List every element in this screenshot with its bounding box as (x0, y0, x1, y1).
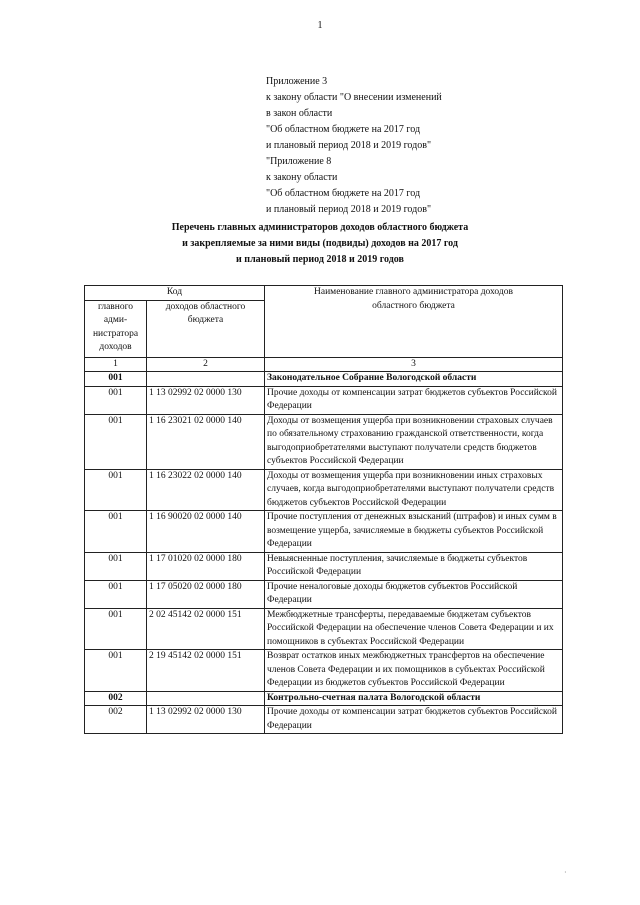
table-body (85, 372, 563, 734)
income-code-cell: 1 16 23021 02 0000 140 (147, 414, 265, 469)
description-cell: Доходы от возмещения ущерба при возникновении страховых случаев по обязательному страхованию гражданской ответственности, когда выгодоприобретателями выступают получатели средств бюджетов субъектов Российской Федерации (265, 414, 563, 469)
description-cell: Прочие поступления от денежных взысканий (штрафов) и иных сумм в возмещение ущерба, зачисляемые в бюджеты субъектов Российской Федерации (265, 511, 563, 553)
description-cell: Доходы от возмещения ущерба при возникновении иных страховых случаев, когда выгодоприобретателями выступают получатели средств бюджетов субъектов Российской Федерации (265, 469, 563, 511)
income-code-cell: 1 17 01020 02 0000 180 (147, 552, 265, 580)
admin-code-cell: 001 (85, 608, 147, 650)
title-line: и плановый период 2018 и 2019 годов (236, 254, 404, 265)
description-cell: Законодательное Собрание Вологодской области (265, 372, 563, 387)
appendix-line: "Об областном бюджете на 2017 год (266, 124, 421, 135)
description-cell: Контрольно-счетная палата Вологодской области (265, 691, 563, 706)
admin-code-cell: 001 (85, 414, 147, 469)
table-row (85, 608, 563, 650)
appendix-line: к закону области "О внесении изменений (266, 92, 442, 103)
table-row (85, 691, 563, 706)
appendix-line: к закону области (266, 172, 338, 183)
description-cell: Прочие доходы от компенсации затрат бюджетов субъектов Российской Федерации (265, 706, 563, 734)
admin-code-cell: 001 (85, 580, 147, 608)
income-code-cell: 1 13 02992 02 0000 130 (147, 386, 265, 414)
page-number: 1 (317, 20, 323, 31)
description-cell: Прочие доходы от компенсации затрат бюджетов субъектов Российской Федерации (265, 386, 563, 414)
admin-code-cell: 001 (85, 469, 147, 511)
table-row (85, 706, 563, 734)
table-row (85, 414, 563, 469)
admin-code-cell: 001 (85, 511, 147, 553)
income-code-cell: 1 13 02992 02 0000 130 (147, 706, 265, 734)
income-code-cell (147, 691, 265, 706)
document-title (0, 220, 640, 268)
admin-code-cell: 001 (85, 650, 147, 692)
column-number-row (85, 357, 563, 372)
header-name: Наименование главного администратора доходов областного бюджета (265, 286, 563, 358)
table-header-row (85, 286, 563, 301)
admin-code-cell: 001 (85, 552, 147, 580)
description-cell: Невыясненные поступления, зачисляемые в бюджеты субъектов Российской Федерации (265, 552, 563, 580)
header-income: доходов областного бюджета (147, 300, 265, 357)
description-cell: Возврат остатков иных межбюджетных трансфертов на обеспечение членов Совета Федерации и их помощников в субъектах Российской Федерации из бюджетов субъектов Российской Федерации (265, 650, 563, 692)
appendix-line: в закон области (266, 108, 333, 119)
table-row (85, 372, 563, 387)
appendix-block (266, 74, 442, 218)
appendix-line: и плановый период 2018 и 2019 годов" (266, 204, 432, 215)
admin-code-cell: 001 (85, 372, 147, 387)
income-code-cell: 1 16 90020 02 0000 140 (147, 511, 265, 553)
appendix-line: "Об областном бюджете на 2017 год (266, 188, 421, 199)
income-code-cell: 2 02 45142 02 0000 151 (147, 608, 265, 650)
appendix-line: Приложение 3 (266, 76, 328, 87)
income-code-cell: 1 17 05020 02 0000 180 (147, 580, 265, 608)
description-cell: Межбюджетные трансферты, передаваемые бюджетам субъектов Российской Федерации на обеспечение членов Совета Федерации и их помощников в субъектах Российской Федерации (265, 608, 563, 650)
header-code: Код (85, 286, 265, 301)
admin-code-cell: 001 (85, 386, 147, 414)
col-number: 3 (265, 357, 563, 372)
table-row (85, 650, 563, 692)
admin-code-cell: 002 (85, 706, 147, 734)
description-cell: Прочие неналоговые доходы бюджетов субъектов Российской Федерации (265, 580, 563, 608)
appendix-line: и плановый период 2018 и 2019 годов" (266, 140, 432, 151)
table-row (85, 511, 563, 553)
income-code-cell: 2 19 45142 02 0000 151 (147, 650, 265, 692)
title-line: Перечень главных администраторов доходов областного бюджета (171, 222, 469, 233)
title-line: и закрепляемые за ними виды (подвиды) доходов на 2017 год (182, 238, 458, 249)
col-number: 1 (85, 357, 147, 372)
scan-mark: · (564, 868, 567, 877)
admin-code-cell: 002 (85, 691, 147, 706)
administrators-table (84, 285, 563, 734)
table-row (85, 552, 563, 580)
income-code-cell (147, 372, 265, 387)
table-row (85, 469, 563, 511)
appendix-line: "Приложение 8 (266, 156, 332, 167)
income-code-cell: 1 16 23022 02 0000 140 (147, 469, 265, 511)
table-row (85, 386, 563, 414)
table-row (85, 580, 563, 608)
header-admin: главного адми-нистратора доходов (85, 300, 147, 357)
col-number: 2 (147, 357, 265, 372)
